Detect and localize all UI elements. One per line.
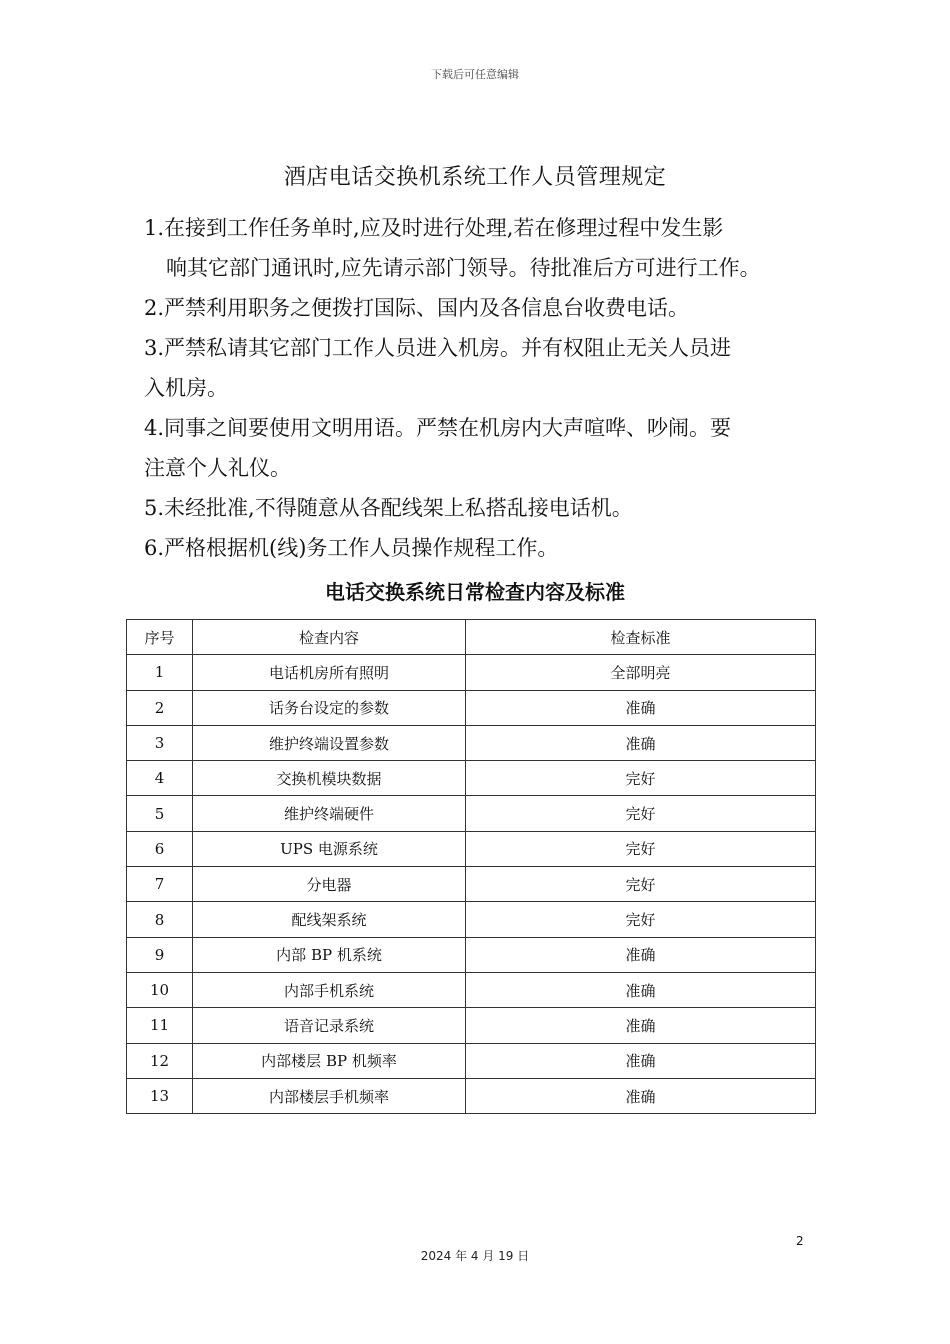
rule-item <box>144 328 824 408</box>
column-header: 序号 <box>127 620 193 655</box>
rule-line: 2.严禁利用职务之便拨打国际、国内及各信息台收费电话。 <box>144 296 690 320</box>
rule-line: 5.未经批准,不得随意从各配线架上私搭乱接电话机。 <box>144 496 633 520</box>
table-row <box>127 937 816 972</box>
table-cell: 维护终端硬件 <box>193 796 466 831</box>
table-row <box>127 831 816 866</box>
table-cell: 准确 <box>466 937 816 972</box>
table-cell: 3 <box>127 725 193 760</box>
table-cell: 准确 <box>466 1078 816 1113</box>
table-row <box>127 761 816 796</box>
rule-item <box>144 488 824 528</box>
table-cell: 交换机模块数据 <box>193 761 466 796</box>
table-cell: 完好 <box>466 867 816 902</box>
rules-list <box>144 208 824 568</box>
table-cell: 完好 <box>466 831 816 866</box>
table-cell: 4 <box>127 761 193 796</box>
table-cell: 12 <box>127 1043 193 1078</box>
table-cell: UPS 电源系统 <box>193 831 466 866</box>
table-cell: 内部楼层手机频率 <box>193 1078 466 1113</box>
table-cell: 13 <box>127 1078 193 1113</box>
column-header: 检查内容 <box>193 620 466 655</box>
table-cell: 语音记录系统 <box>193 1008 466 1043</box>
table-cell: 准确 <box>466 1043 816 1078</box>
table-cell: 准确 <box>466 725 816 760</box>
rule-item <box>144 288 824 328</box>
footer-date: 2024 年 4 月 19 日 <box>420 1249 530 1263</box>
table-cell: 维护终端设置参数 <box>193 725 466 760</box>
table-row <box>127 972 816 1007</box>
table-cell: 话务台设定的参数 <box>193 690 466 725</box>
table-cell: 完好 <box>466 761 816 796</box>
table-cell: 1 <box>127 655 193 690</box>
inspection-table <box>126 619 816 1114</box>
table-cell: 6 <box>127 831 193 866</box>
rule-item <box>144 528 824 568</box>
rule-line-continued: 入机房。 <box>144 376 228 400</box>
table-cell: 分电器 <box>193 867 466 902</box>
table-cell: 11 <box>127 1008 193 1043</box>
table-cell: 内部 BP 机系统 <box>193 937 466 972</box>
table-row <box>127 1008 816 1043</box>
table-cell: 7 <box>127 867 193 902</box>
document-title: 酒店电话交换机系统工作人员管理规定 <box>283 165 667 190</box>
rule-line: 6.严格根据机(线)务工作人员操作规程工作。 <box>144 536 559 560</box>
table-row <box>127 1043 816 1078</box>
table-cell: 5 <box>127 796 193 831</box>
table-cell: 8 <box>127 902 193 937</box>
column-header: 检查标准 <box>466 620 816 655</box>
table-row <box>127 690 816 725</box>
table-cell: 完好 <box>466 902 816 937</box>
rule-line-continued: 响其它部门通讯时,应先请示部门领导。待批准后方可进行工作。 <box>166 256 761 280</box>
page-header: 下载后可任意编辑 <box>431 68 519 81</box>
table-cell: 准确 <box>466 690 816 725</box>
table-row <box>127 796 816 831</box>
table-cell: 10 <box>127 972 193 1007</box>
table-row <box>127 902 816 937</box>
table-cell: 内部手机系统 <box>193 972 466 1007</box>
table-cell: 9 <box>127 937 193 972</box>
table-cell: 准确 <box>466 972 816 1007</box>
rule-line: 1.在接到工作任务单时,应及时进行处理,若在修理过程中发生影 <box>144 216 724 240</box>
rule-line-continued: 注意个人礼仪。 <box>144 456 291 480</box>
table-header-row <box>127 620 816 655</box>
rule-item <box>144 408 824 488</box>
table-title: 电话交换系统日常检查内容及标准 <box>325 580 625 604</box>
table-cell: 内部楼层 BP 机频率 <box>193 1043 466 1078</box>
rule-line: 4.同事之间要使用文明用语。严禁在机房内大声喧哗、吵闹。要 <box>144 416 732 440</box>
table-row <box>127 1078 816 1113</box>
page-number: 2 <box>796 1234 804 1248</box>
table-row <box>127 725 816 760</box>
table-cell: 全部明亮 <box>466 655 816 690</box>
table-cell: 2 <box>127 690 193 725</box>
rule-line: 3.严禁私请其它部门工作人员进入机房。并有权阻止无关人员进 <box>144 336 732 360</box>
table-cell: 准确 <box>466 1008 816 1043</box>
table-cell: 电话机房所有照明 <box>193 655 466 690</box>
rule-item <box>144 208 824 288</box>
table-row <box>127 867 816 902</box>
table-row <box>127 655 816 690</box>
table-cell: 配线架系统 <box>193 902 466 937</box>
table-cell: 完好 <box>466 796 816 831</box>
